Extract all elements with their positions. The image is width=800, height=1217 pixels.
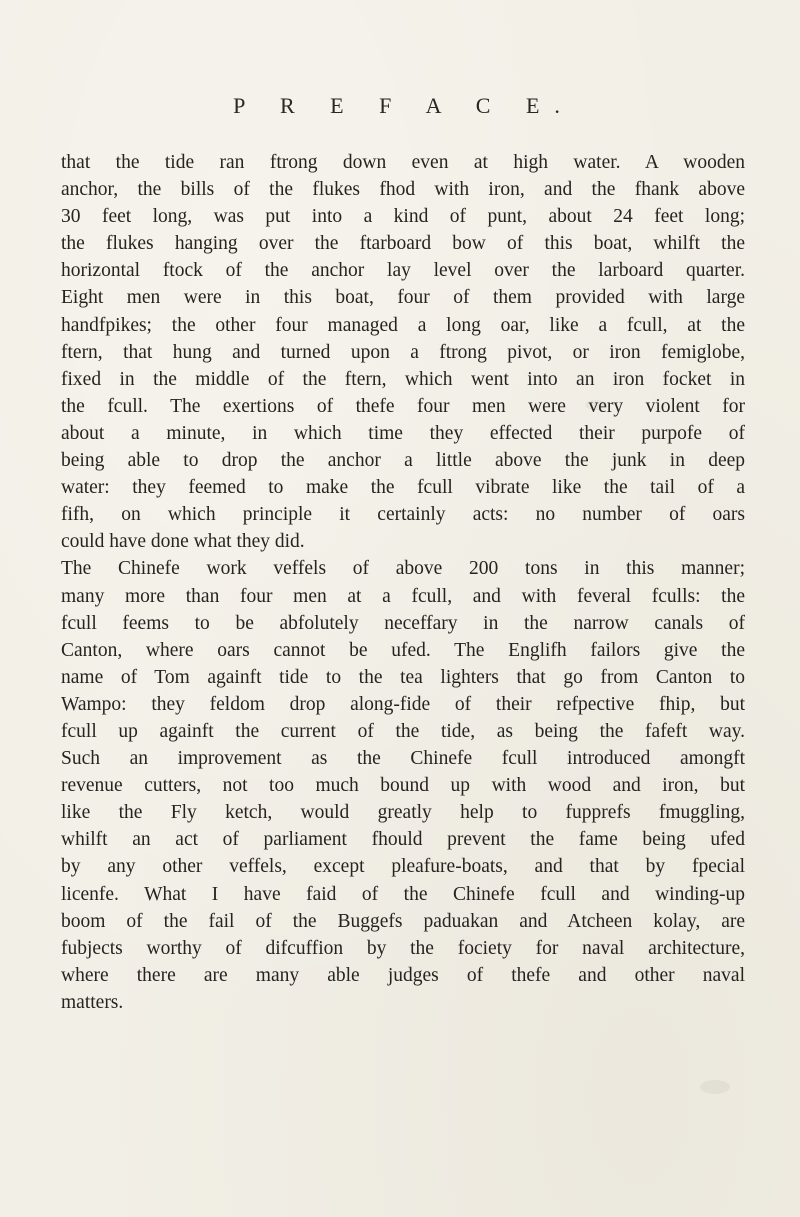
text-line: many more than four men at a fcull, and with feveral fculls: the (61, 585, 745, 607)
text-line: Canton, where oars cannot be ufed. The Englifh failors give the (61, 639, 745, 661)
text-line: fubjects worthy of difcuffion by the fociety for naval architecture, (61, 937, 745, 959)
body-text (61, 149, 745, 1016)
paper-stain (700, 1080, 730, 1094)
text-line: handfpikes; the other four managed a long oar, like a fcull, at the (61, 314, 745, 336)
text-line: Eight men were in this boat, four of them provided with large (61, 287, 745, 309)
text-line: licenfe. What I have faid of the Chinefe fcull and winding-up (61, 883, 745, 905)
text-line: The Chinefe work veffels of above 200 tons in this manner; (61, 558, 745, 580)
text-line: fifh, on which principle it certainly acts: no number of oars (61, 504, 745, 526)
text-line: 30 feet long, was put into a kind of punt, about 24 feet long; (61, 206, 745, 228)
text-line: could have done what they did. (61, 531, 305, 553)
text-line: the flukes hanging over the ftarboard bow of this boat, whilft the (61, 233, 745, 255)
text-line: being able to drop the anchor a little above the junk in deep (61, 450, 745, 472)
text-line: revenue cutters, not too much bound up with wood and iron, but (61, 775, 745, 797)
text-line: Such an improvement as the Chinefe fcull introduced amongft (61, 748, 745, 770)
text-line: where there are many able judges of thefe and other naval (61, 964, 745, 986)
text-line: like the Fly ketch, would greatly help to fupprefs fmuggling, (61, 802, 745, 824)
text-line: the fcull. The exertions of thefe four men were very violent for (61, 395, 745, 417)
text-line: by any other veffels, except pleafure-boats, and that by fpecial (61, 856, 745, 878)
text-line: about a minute, in which time they effected their purpofe of (61, 422, 745, 444)
text-line: boom of the fail of the Buggefs paduakan and Atcheen kolay, are (61, 910, 745, 932)
text-line: that the tide ran ftrong down even at high water. A wooden (61, 152, 745, 173)
text-line: anchor, the bills of the flukes fhod with iron, and the fhank above (61, 179, 745, 201)
text-line: matters. (61, 991, 124, 1013)
text-line: water: they feemed to make the fcull vibrate like the tail of a (61, 477, 745, 499)
text-line: whilft an act of parliament fhould prevent the fame being ufed (61, 829, 745, 851)
text-line: ftern, that hung and turned upon a ftrong pivot, or iron femiglobe, (61, 341, 745, 363)
text-line: fixed in the middle of the ftern, which went into an iron focket in (61, 368, 745, 390)
text-line: name of Tom againft tide to the tea lighters that go from Canton to (61, 666, 745, 688)
text-line: fcull up againft the current of the tide, as being the fafeft way. (61, 720, 745, 742)
running-head: P R E F A C E. (233, 93, 575, 118)
text-line: horizontal ftock of the anchor lay level over the larboard quarter. (61, 260, 745, 282)
text-line: fcull feems to be abfolutely neceffary in the narrow canals of (61, 612, 745, 634)
text-line: Wampo: they feldom drop along-fide of their refpective fhip, but (61, 693, 745, 715)
